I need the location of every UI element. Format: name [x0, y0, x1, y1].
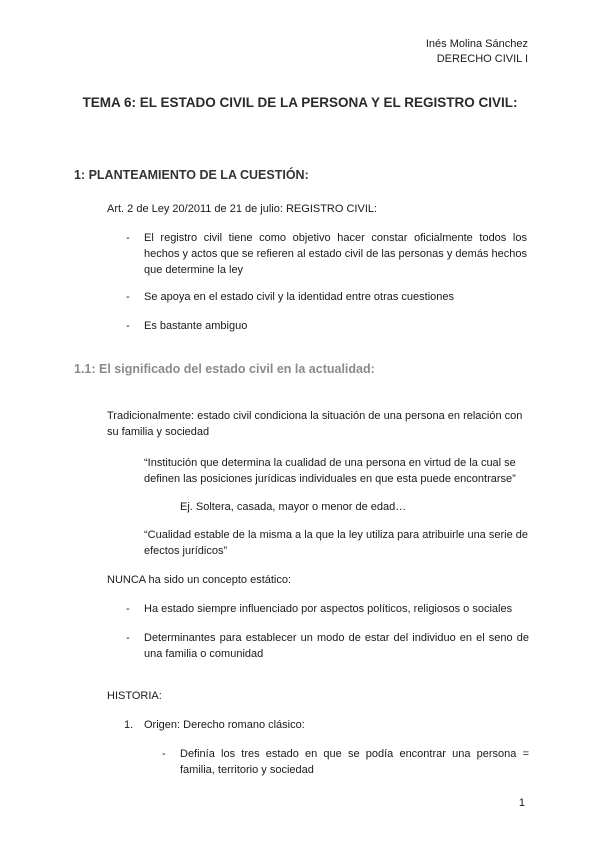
- bullet-dash: -: [126, 320, 130, 332]
- bullet-item: Se apoya en el estado civil y la identidad entre otras cuestiones: [144, 291, 455, 303]
- bullet-item: El registro civil tiene como objetivo hacer constar oficialmente todos los hechos y actos que se refieren al estado civil de las personas y demás hechos que determine la ley: [144, 232, 527, 276]
- section-heading-1: 1: PLANTEAMIENTO DE LA CUESTIÓN:: [74, 168, 309, 182]
- bullet-item: Determinantes para establecer un modo de estar del individuo en el seno de una familia o comunidad: [144, 632, 529, 660]
- quote-institution: “Institución que determina la cualidad de una persona en virtud de la cual se definen las posiciones jurídicas individuales en que esta puede encontrarse”: [144, 457, 516, 485]
- traditional-definition: Tradicionalmente: estado civil condiciona la situación de una persona en relación con su familia y sociedad: [107, 410, 523, 438]
- header-author: Inés Molina Sánchez: [425, 38, 528, 50]
- article-reference: Art. 2 de Ley 20/2011 de 21 de julio: REGISTRO CIVIL:: [107, 203, 378, 215]
- bullet-dash: -: [126, 603, 130, 615]
- never-static-text: NUNCA ha sido un concepto estático:: [107, 574, 292, 586]
- section-heading-1-1: 1.1: El significado del estado civil en la actualidad:: [74, 362, 375, 376]
- bullet-dash: -: [126, 291, 130, 303]
- bullet-dash: -: [126, 232, 130, 244]
- page-title: TEMA 6: EL ESTADO CIVIL DE LA PERSONA Y EL REGISTRO CIVIL:: [82, 95, 518, 110]
- header-subject: DERECHO CIVIL I: [436, 53, 528, 65]
- quote-quality: “Cualidad estable de la misma a la que la ley utiliza para atribuirle una serie de efectos jurídicos”: [144, 529, 528, 557]
- bullet-dash: -: [162, 748, 166, 760]
- bullet-item: Ha estado siempre influenciado por aspectos políticos, religiosos o sociales: [144, 603, 513, 615]
- page-number: 1: [518, 797, 525, 809]
- history-subitem: Definía los tres estado en que se podía encontrar una persona = familia, territorio y sociedad: [180, 748, 529, 776]
- example-text: Ej. Soltera, casada, mayor o menor de edad…: [180, 501, 407, 513]
- history-item: Origen: Derecho romano clásico:: [144, 719, 305, 731]
- bullet-item: Es bastante ambiguo: [144, 320, 248, 332]
- history-number: 1.: [124, 719, 134, 731]
- history-label: HISTORIA:: [107, 690, 162, 702]
- bullet-dash: -: [126, 632, 130, 644]
